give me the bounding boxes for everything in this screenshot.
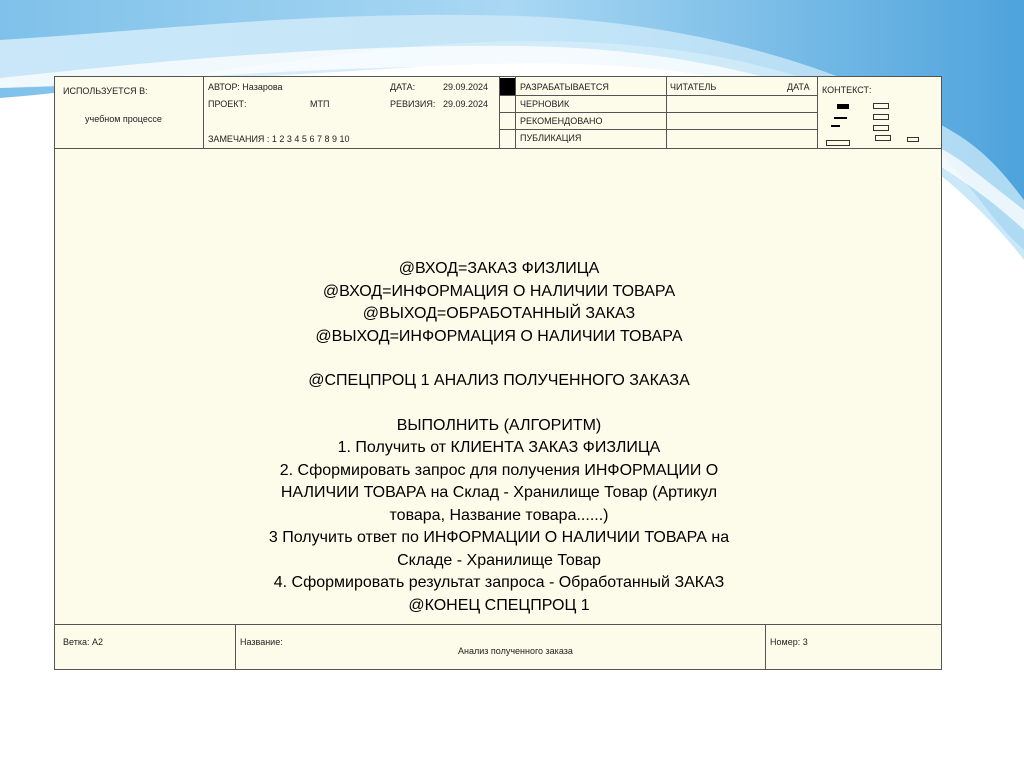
used-in-value: учебном процессе bbox=[85, 114, 162, 124]
algorithm-step-1: 1. Получить от КЛИЕНТА ЗАКАЗ ФИЗЛИЦА bbox=[337, 439, 661, 456]
name-value: Анализ полученного заказа bbox=[458, 646, 573, 656]
status-recommended: РЕКОМЕНДОВАНО bbox=[520, 116, 603, 126]
status-draft: ЧЕРНОВИК bbox=[520, 99, 570, 109]
idef0-text-sheet bbox=[54, 76, 942, 670]
status-publication: ПУБЛИКАЦИЯ bbox=[520, 133, 582, 143]
reader-label: ЧИТАТЕЛЬ bbox=[670, 82, 717, 92]
name-label: Название: bbox=[240, 637, 283, 647]
algorithm-step-2b: НАЛИЧИИ ТОВАРА на Склад - Хранилище Товар (Артикул bbox=[280, 484, 718, 501]
input-line-1: @ВХОД=ЗАКАЗ ФИЗЛИЦА bbox=[398, 260, 600, 277]
project-value: МТП bbox=[310, 99, 330, 109]
date-label: ДАТА: bbox=[390, 82, 416, 92]
number-field: Номер: 3 bbox=[770, 637, 808, 647]
algorithm-heading: ВЫПОЛНИТЬ (АЛГОРИТМ) bbox=[396, 416, 602, 434]
specification-text bbox=[55, 258, 943, 617]
revision-label: РЕВИЗИЯ: bbox=[390, 99, 436, 109]
current-status-marker bbox=[500, 78, 515, 95]
branch-field: Ветка: А2 bbox=[63, 637, 103, 647]
status-developing: РАЗРАБАТЫВАЕТСЯ bbox=[520, 82, 609, 92]
reader-date-label: ДАТА bbox=[787, 82, 810, 92]
author-field: АВТОР: Назарова bbox=[208, 82, 283, 92]
algorithm-step-3b: Складе - Хранилище Товар bbox=[397, 551, 601, 569]
algorithm-step-3a: 3 Получить ответ по ИНФОРМАЦИИ О НАЛИЧИИ ТОВАРА на bbox=[268, 529, 730, 546]
project-label: ПРОЕКТ: bbox=[208, 99, 247, 109]
algorithm-step-2a: 2. Сформировать запрос для получения ИНФОРМАЦИИ О bbox=[279, 461, 719, 479]
context-label: КОНТЕКСТ: bbox=[822, 85, 872, 95]
notes-field: ЗАМЕЧАНИЯ : 1 2 3 4 5 6 7 8 9 10 bbox=[208, 134, 350, 144]
used-in-label: ИСПОЛЬЗУЕТСЯ В: bbox=[63, 86, 148, 96]
algorithm-step-4: 4. Сформировать результат запроса - Обработанный ЗАКАЗ bbox=[273, 574, 725, 591]
output-line-2: @ВЫХОД=ИНФОРМАЦИЯ О НАЛИЧИИ ТОВАРА bbox=[315, 327, 683, 345]
date-value: 29.09.2024 bbox=[443, 82, 489, 92]
input-line-2: @ВХОД=ИНФОРМАЦИЯ О НАЛИЧИИ ТОВАРА bbox=[322, 282, 676, 300]
revision-value: 29.09.2024 bbox=[443, 99, 489, 109]
algorithm-step-2c: товара, Название товара......) bbox=[389, 506, 609, 524]
specproc-end: @КОНЕЦ СПЕЦПРОЦ 1 bbox=[408, 596, 590, 614]
specproc-title: @СПЕЦПРОЦ 1 АНАЛИЗ ПОЛУЧЕННОГО ЗАКАЗА bbox=[308, 372, 690, 389]
output-line-1: @ВЫХОД=ОБРАБОТАННЫЙ ЗАКАЗ bbox=[362, 305, 636, 322]
